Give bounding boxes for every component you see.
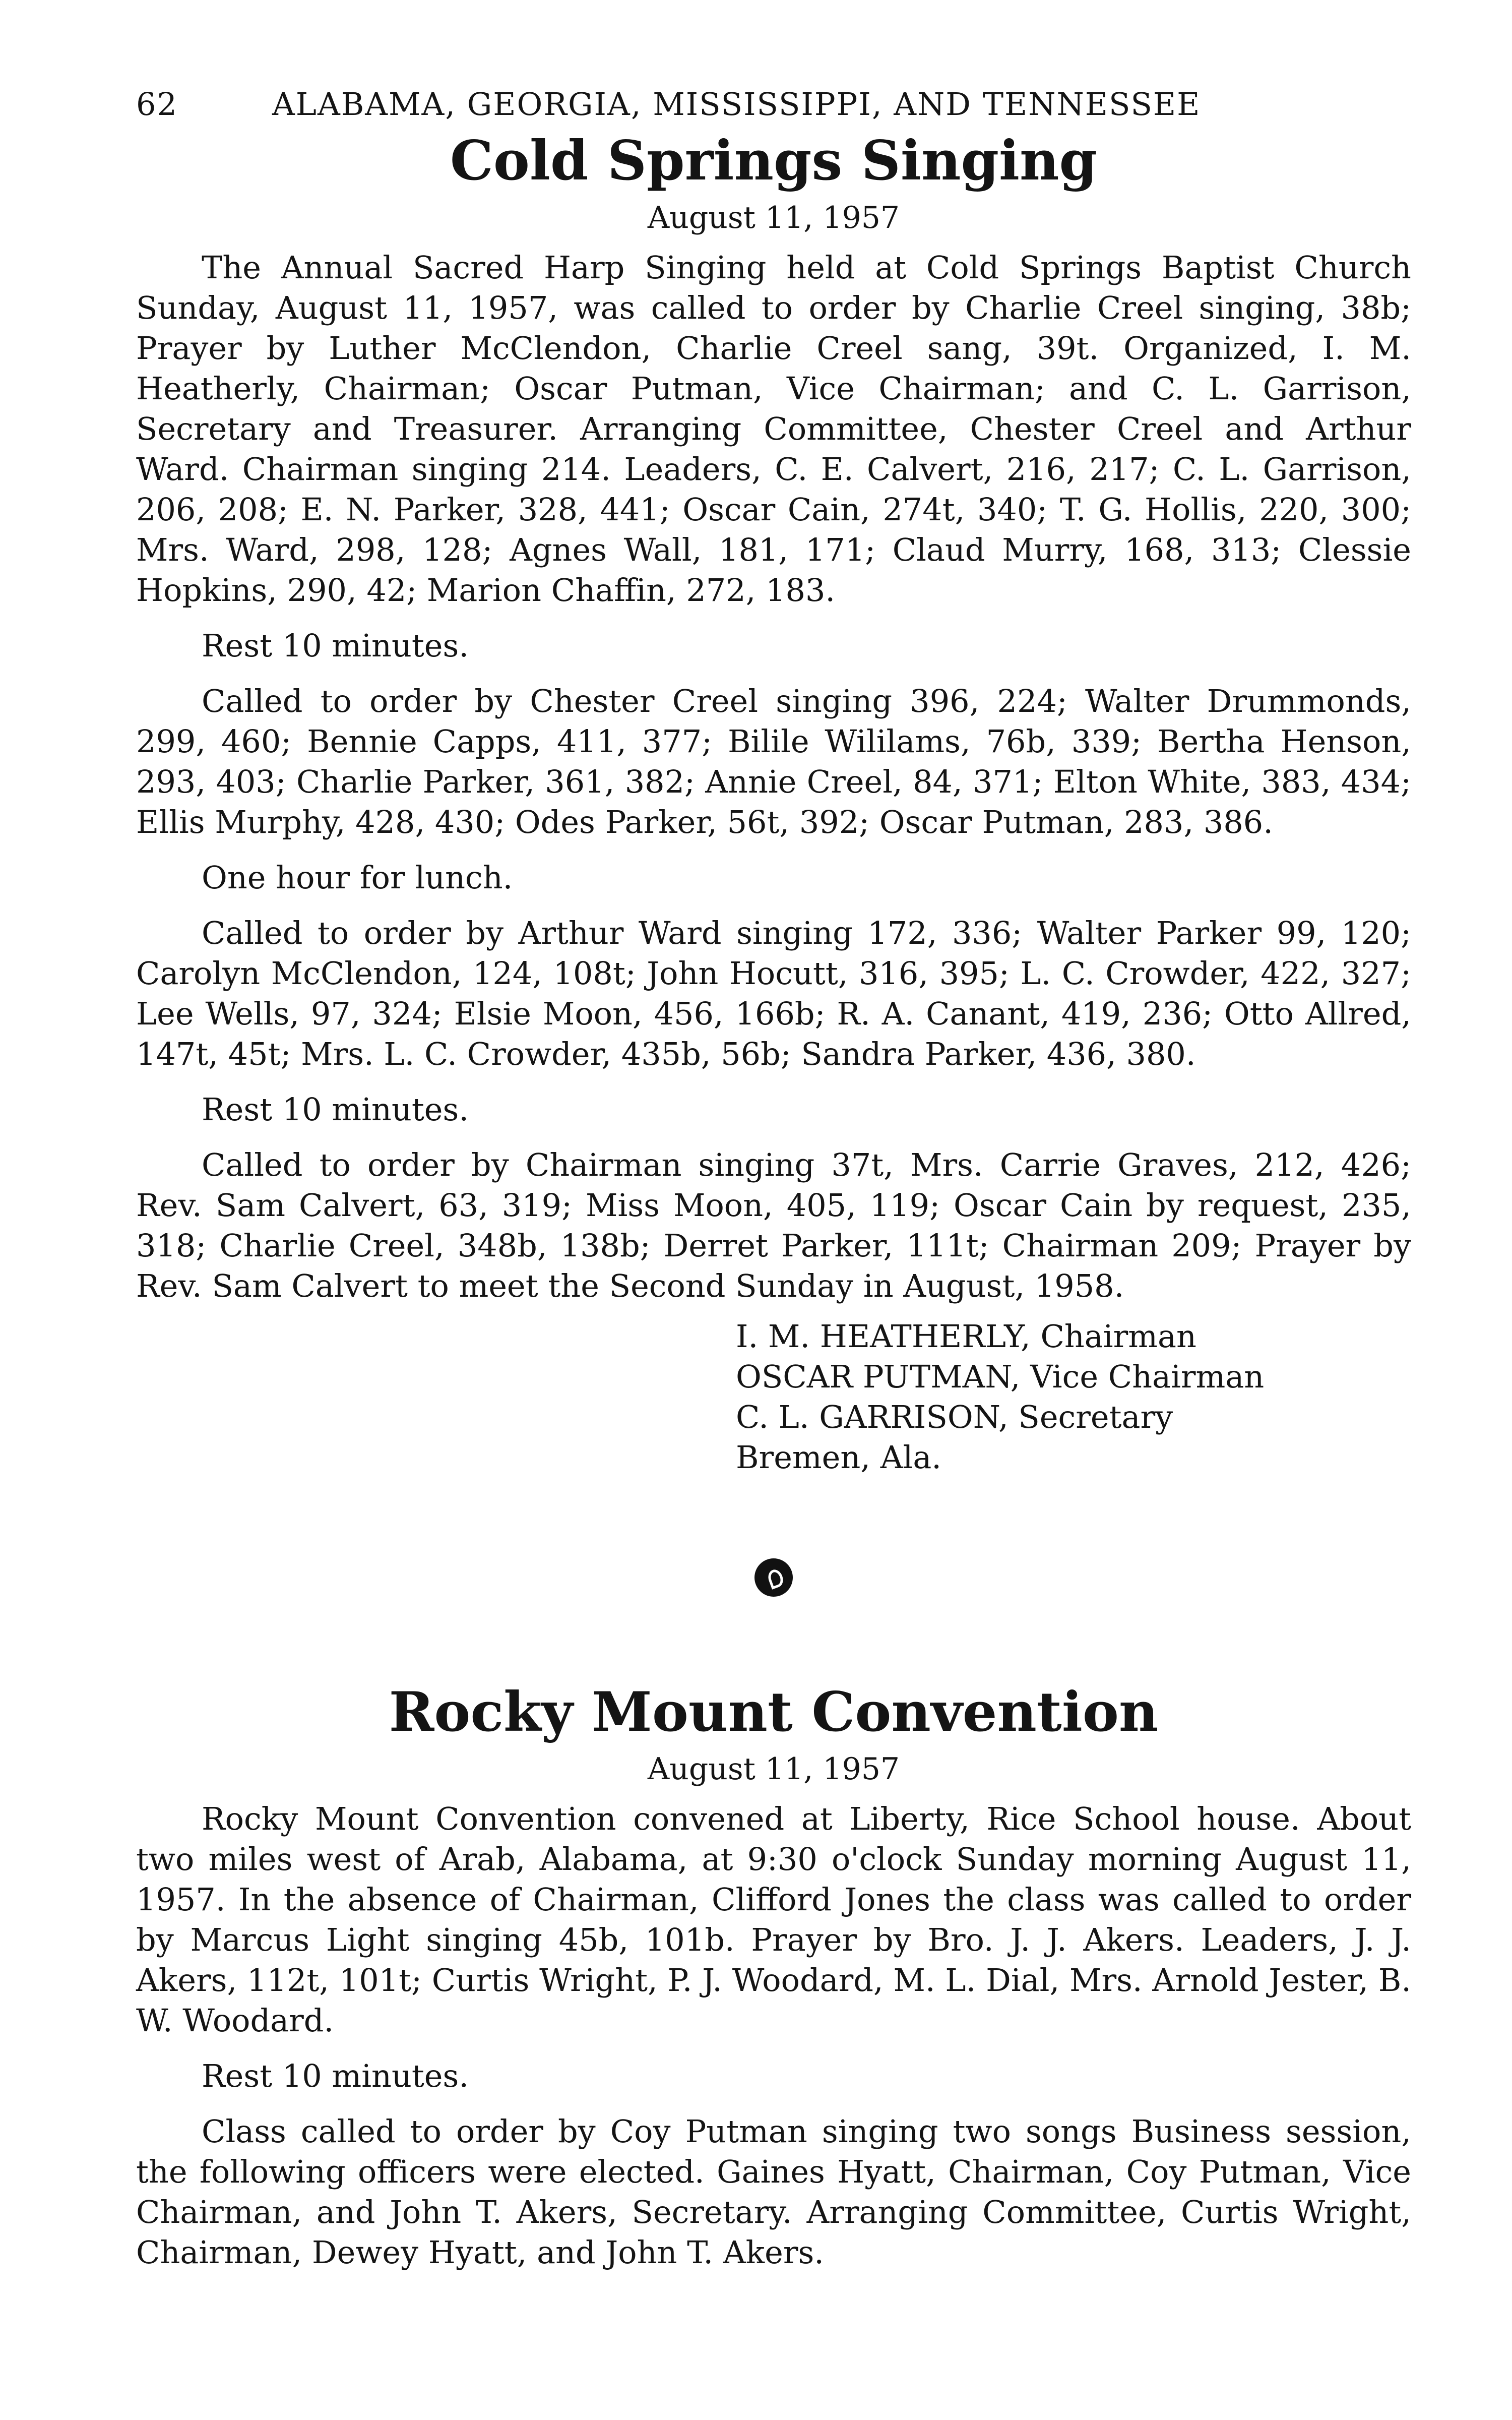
round-ornament-icon	[754, 1558, 793, 1597]
paragraph: Rest 10 minutes.	[202, 627, 469, 664]
section-date: August 11, 1957	[647, 1751, 900, 1787]
paragraph: Called to order by Chester Creel singing 396, 224; Walter Drummonds, 299, 460; Bennie Capps, 411, 377; Bilile Wililams, 76b, 339; Bertha Henson, 293, 403; Charlie Parker, 361, 382; Annie Creel, 84, 371; Elton White, 383, 434; Ellis Murphy, 428, 430; Odes Parker, 56t, 392; Oscar Putman, 283, 386.	[136, 682, 1411, 840]
paragraph: Called to order by Arthur Ward singing 172, 336; Walter Parker 99, 120; Carolyn McClendon, 124, 108t; John Hocutt, 316, 395; L. C. Crowder, 422, 327; Lee Wells, 97, 324; Elsie Moon, 456, 166b; R. A. Canant, 419, 236; Otto Allred, 147t, 45t; Mrs. L. C. Crowder, 435b, 56b; Sandra Parker, 436, 380.	[136, 914, 1411, 1072]
running-head	[136, 76, 1411, 131]
paragraph: Class called to order by Coy Putman singing two songs Business session, the following officers were elected. Gaines Hyatt, Chairman, Coy Putman, Vice Chairman, and John T. Akers, Secretary. Arranging Committee, Curtis Wright, Chairman, Dewey Hyatt, and John T. Akers.	[136, 2112, 1411, 2271]
document-page	[136, 76, 1411, 2288]
section-title: Cold Springs Singing	[450, 129, 1098, 193]
signature-line: Bremen, Ala.	[736, 1438, 941, 1476]
section-cold-springs	[136, 131, 1411, 1478]
paragraph: Called to order by Chairman singing 37t, Mrs. Carrie Graves, 212, 426; Rev. Sam Calvert, 63, 319; Miss Moon, 405, 119; Oscar Cain by request, 235, 318; Charlie Creel, 348b, 138b; Derret Parker, 111t; Chairman 209; Prayer by Rev. Sam Calvert to meet the Second Sunday in August, 1958.	[136, 1146, 1411, 1304]
section-title: Rocky Mount Convention	[389, 1680, 1159, 1744]
paragraph: Rest 10 minutes.	[202, 1091, 469, 1128]
section-date: August 11, 1957	[647, 200, 900, 235]
signature-line: OSCAR PUTMAN, Vice Chairman	[736, 1358, 1265, 1395]
running-head-title: ALABAMA, GEORGIA, MISSISSIPPI, AND TENNESSEE	[272, 86, 1201, 123]
signature-line: C. L. GARRISON, Secretary	[736, 1398, 1173, 1435]
signature-block	[736, 1316, 1411, 1478]
paragraph: The Annual Sacred Harp Singing held at Cold Springs Baptist Church Sunday, August 11, 1957, was called to order by Charlie Creel singing, 38b; Prayer by Luther McClendon, Charlie Creel sang, 39t. Organized, I. M. Heatherly, Chairman; Oscar Putman, Vice Chairman; and C. L. Garrison, Secretary and Treasurer. Arranging Committee, Chester Creel and Arthur Ward. Chairman singing 214. Leaders, C. E. Calvert, 216, 217; C. L. Garrison, 206, 208; E. N. Parker, 328, 441; Oscar Cain, 274t, 340; T. G. Hollis, 220, 300; Mrs. Ward, 298, 128; Agnes Wall, 181, 171; Claud Murry, 168, 313; Clessie Hopkins, 290, 42; Marion Chaffin, 272, 183.	[136, 249, 1411, 609]
paragraph: Rocky Mount Convention convened at Liberty, Rice School house. About two miles west of Arab, Alabama, at 9:30 o'clock Sunday morning August 11, 1957. In the absence of Chairman, Clifford Jones the class was called to order by Marcus Light singing 45b, 101b. Prayer by Bro. J. J. Akers. Leaders, J. J. Akers, 112t, 101t; Curtis Wright, P. J. Woodard, M. L. Dial, Mrs. Arnold Jester, B. W. Woodard.	[136, 1800, 1411, 2039]
signature-line: I. M. HEATHERLY, Chairman	[736, 1317, 1196, 1355]
page-number: 62	[136, 86, 178, 123]
paragraph: One hour for lunch.	[202, 859, 513, 896]
section-rocky-mount	[136, 1682, 1411, 2273]
paragraph: Rest 10 minutes.	[202, 2057, 469, 2094]
